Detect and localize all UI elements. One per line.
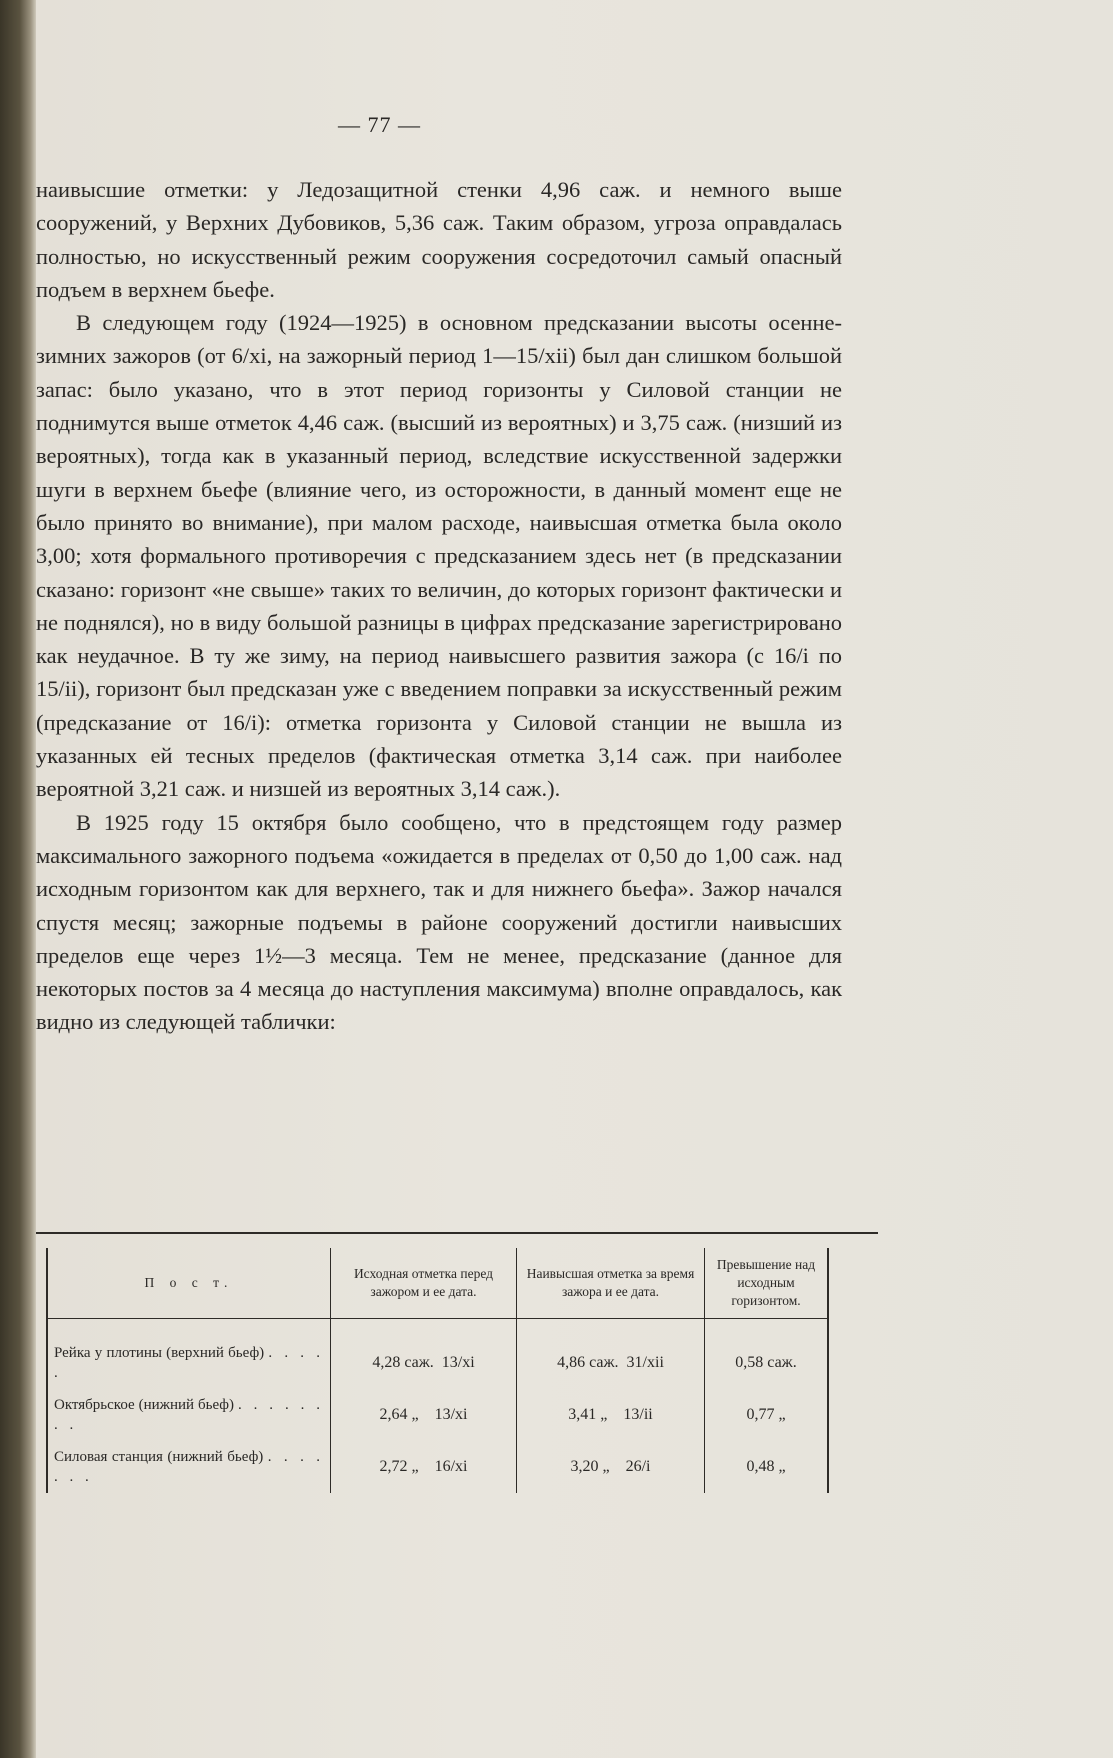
paragraph-1: наивысшие отметки: у Ледозащитной стенки 4,96 саж. и немного выше сооружений, у Верхних Дубовиков, 5,36 саж. Таким образом, угроза оправдалась полностью, но искусственный режим сооружения сосредоточил самый опасный подъем в верхнем бьефе.: [36, 177, 842, 302]
cell-max: 4,86 саж. 31/xii: [517, 1319, 705, 1390]
cell-max: 3,41 „ 13/ii: [517, 1389, 705, 1441]
paragraph-2: В следующем году (1924—1925) в основном предсказании высоты осенне-зимних зажоров (от 6/xi, на зажорный период 1—15/xii) был дан слишком большой запас: было указано, что в этот период горизонты у Силовой станции не поднимутся выше отметок 4,46 саж. (высший из вероятных) и 3,75 саж. (низший из вероятных), тогда как в указанный период, вследствие искусственной задержки шуги в верхнем бьефе (влияние чего, из осторожности, в данный момент еще не было принято во внимание), при малом расходе, наивысшая отметка была около 3,00; хотя формального противоречия с предсказанием здесь нет (в предсказании сказано: горизонт «не свыше» таких то величин, до которых горизонт фактически и не поднялся), но в виду большой разницы в цифрах предсказание зарегистрировано как неудачное. В ту же зиму, на период наивысшего развития зажора (с 16/i по 15/ii), горизонт был предсказан уже с введением поправки за искусственный режим (предсказание от 16/i): отметка горизонта у Силовой станции не вышла из указанных ей тесных пределов (фактическая отметка 3,14 саж. при наиболее вероятной 3,21 саж. и низшей из вероятных 3,14 саж.).: [36, 310, 842, 802]
cell-post: Октябрьское (нижний бьеф) . . . . . . . .: [47, 1389, 331, 1441]
header-excess: Превышение над исходным горизонтом.: [705, 1248, 829, 1319]
cell-excess: 0,58 саж.: [705, 1319, 829, 1390]
body-text: [36, 173, 842, 1039]
cell-initial: 4,28 саж. 13/xi: [331, 1319, 517, 1390]
cell-max: 3,20 „ 26/i: [517, 1441, 705, 1493]
table-row: [47, 1319, 828, 1390]
cell-initial: 2,72 „ 16/xi: [331, 1441, 517, 1493]
paragraph-3: В 1925 году 15 октября было сообщено, что в предстоящем году размер максимального зажорного подъема «ожидается в пределах от 0,50 до 1,00 саж. над исходным горизонтом как для верхнего, так и для нижнего бьефа». Зажор начался спустя месяц; зажорные подъемы в районе сооружений достигли наивысших пределов еще через 1½—3 месяца. Тем не менее, предсказание (данное для некоторых постов за 4 месяца до наступления максимума) вполне оправдалось, как видно из следующей таблички:: [36, 809, 842, 1035]
table-top-rule: [36, 1232, 878, 1234]
book-page: [36, 0, 1113, 1758]
cell-post: Рейка у плотины (верхний бьеф) . . . . .: [47, 1319, 331, 1390]
cell-post: Силовая станция (нижний бьеф) . . . . . . .: [47, 1441, 331, 1493]
header-initial: Исходная отметка перед зажором и ее дата.: [331, 1248, 517, 1319]
cell-excess: 0,48 „: [705, 1441, 829, 1493]
table-row: [47, 1441, 828, 1493]
header-post: П о с т.: [47, 1248, 331, 1319]
table-header-row: [47, 1248, 828, 1319]
page-number: — 77 —: [338, 112, 421, 137]
cell-excess: 0,77 „: [705, 1389, 829, 1441]
table-row: [47, 1389, 828, 1441]
cell-initial: 2,64 „ 13/xi: [331, 1389, 517, 1441]
book-binding: [0, 0, 36, 1758]
forecast-table: [46, 1248, 829, 1493]
header-max: Наивысшая отметка за время зажора и ее дата.: [517, 1248, 705, 1319]
